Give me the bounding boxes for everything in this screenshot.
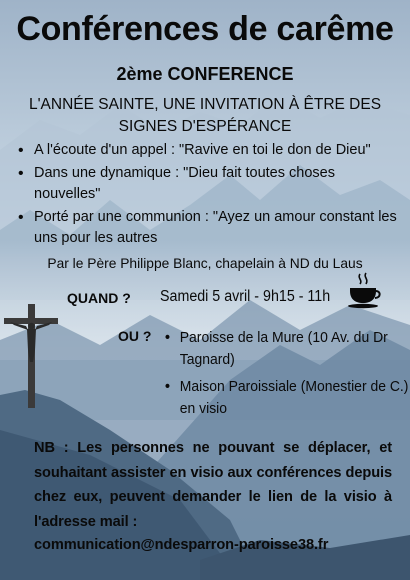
points-list [12,140,404,251]
conference-number: 2ème CONFERENCE [116,64,294,84]
coffee-cup-icon [346,270,382,310]
crucifix-icon [0,300,62,408]
note-text: NB : Les personnes ne pouvant se déplacer, et souhaitant assister en visio aux conférences depuis chez eux, peuvent demander le lien de la visio à l'adresse mail : [34,440,392,530]
places-list [163,327,409,425]
place-item: • Maison Paroissiale (Monestier de C.) en visio [163,376,410,420]
main-title: Conférences de carême [16,10,394,48]
place-item: • Paroisse de la Mure (10 Av. du Dr Tagnard) [163,327,410,371]
point-item: • A l'écoute d'un appel : "Ravive en toi le don de Dieu" [12,140,404,162]
conference-theme: L'ANNÉE SAINTE, UNE INVITATION À ÊTRE DES SIGNES D'ESPÉRANCE [28,96,382,135]
point-item: • Dans une dynamique : "Dieu fait toutes choses nouvelles" [12,163,404,206]
where-label: OU ? [118,328,152,344]
when-label: QUAND ? [67,290,131,306]
point-item: • Porté par une communion : "Ayez un amour constant les uns pour les autres [12,207,404,250]
when-value: Samedi 5 avril - 9h15 - 11h [160,288,331,305]
contact-email[interactable]: communication@ndesparron-paroisse38.fr [34,537,329,553]
speaker-line: Par le Père Philippe Blanc, chapelain à ND du Laus [47,256,363,271]
